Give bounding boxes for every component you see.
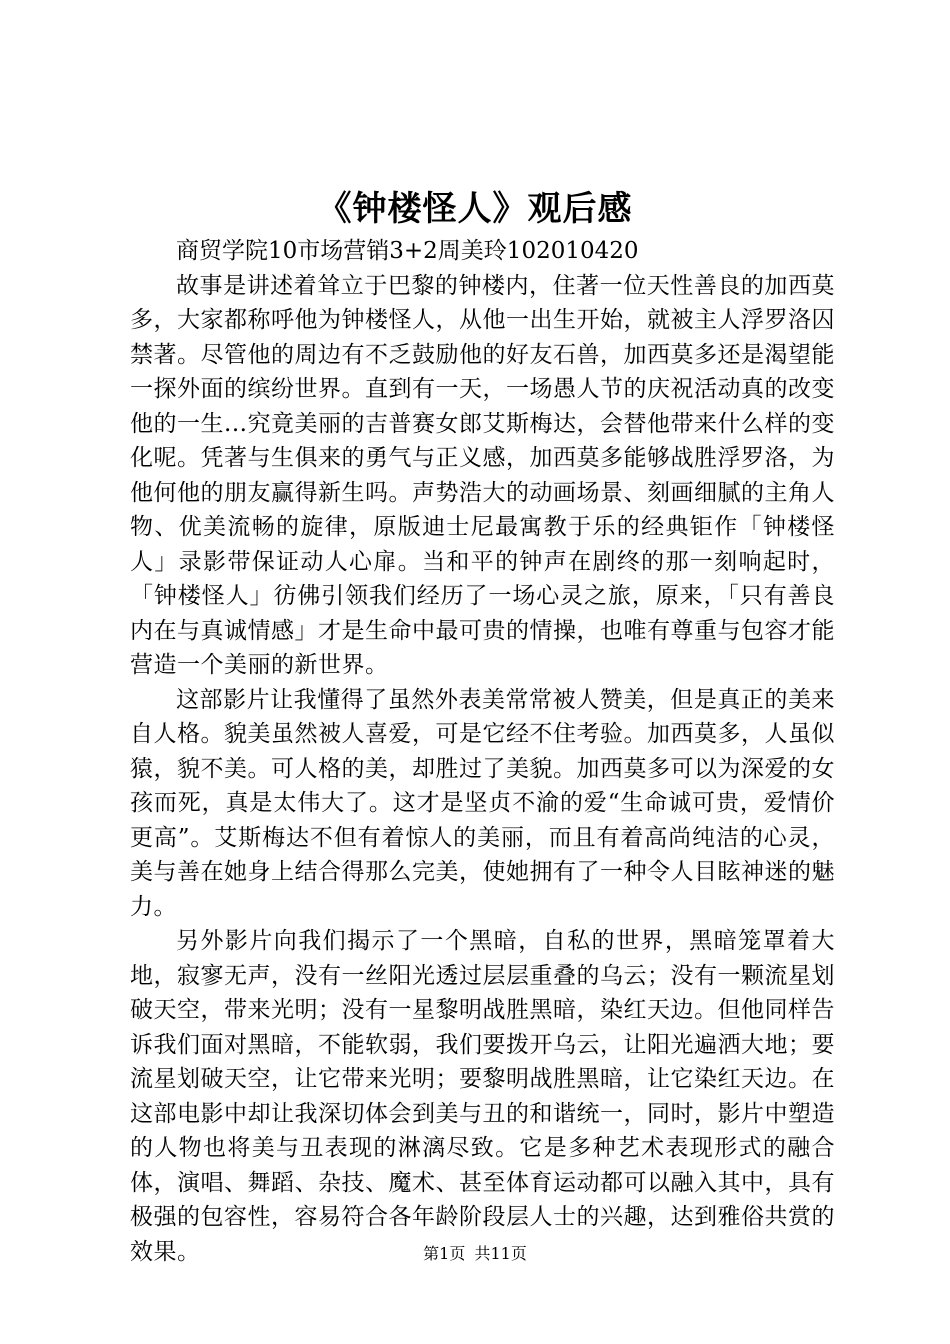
author-byline: 商贸学院10市场营销3+2周美玲102010420 [176, 238, 639, 264]
document-body [130, 234, 835, 1269]
page-footer [0, 1242, 950, 1266]
page-number: 第1页 [423, 1244, 466, 1263]
page-total: 共11页 [474, 1244, 527, 1263]
document-title: 《钟楼怪人》观后感 [317, 189, 633, 229]
paragraph-3: 另外影片向我们揭示了一个黑暗，自私的世界，黑暗笼罩着大地，寂寥无声，没有一丝阳光透过层层重叠的乌云；没有一颗流星划破天空，带来光明；没有一星黎明战胜黑暗，染红天边。但他同样告诉我们面对黑暗，不能软弱，我们要拨开乌云，让阳光遍洒大地；要流星划破天空，让它带来光明；要黎明战胜黑暗，让它染红天边。在这部电影中却让我深切体会到美与丑的和谐统一，同时，影片中塑造的人物也将美与丑表现的淋漓尽致。它是多种艺术表现形式的融合体，演唱、舞蹈、杂技、魔术、甚至体育运动都可以融入其中，具有极强的包容性，容易符合各年龄阶段层人士的兴趣，达到雅俗共赏的效果。 [130, 928, 835, 1265]
paragraph-2: 这部影片让我懂得了虽然外表美常常被人赞美，但是真正的美来自人格。貌美虽然被人喜爱，可是它经不住考验。加西莫多，人虽似猿，貌不美。可人格的美，却胜过了美貌。加西莫多可以为深爱的女孩而死，真是太伟大了。这才是坚贞不渝的爱“生命诚可贵，爱情价更高”。艾斯梅达不但有着惊人的美丽，而且有着高尚纯洁的心灵，美与善在她身上结合得那么完美，使她拥有了一种令人目眩神迷的魅力。 [130, 686, 835, 920]
paragraph-1: 故事是讲述着耸立于巴黎的钟楼内，住著一位天性善良的加西莫多，大家都称呼他为钟楼怪人，从他一出生开始，就被主人浮罗洛囚禁著。尽管他的周边有不乏鼓励他的好友石兽，加西莫多还是渴望能一探外面的缤纷世界。直到有一天，一场愚人节的庆祝活动真的改变他的一生...究竟美丽的吉普赛女郎艾斯梅达，会替他带来什么样的变化呢。凭著与生俱来的勇气与正义感，加西莫多能够战胜浮罗洛，为他何他的朋友赢得新生吗。声势浩大的动画场景、刻画细腻的主角人物、优美流畅的旋律，原版迪士尼最寓教于乐的经典钜作「钟楼怪人」录影带保证动人心扉。当和平的钟声在剧终的那一刻响起时，「钟楼怪人」彷佛引领我们经历了一场心灵之旅，原来，「只有善良内在与真诚情感」才是生命中最可贵的情操，也唯有尊重与包容才能营造一个美丽的新世界。 [130, 272, 835, 678]
